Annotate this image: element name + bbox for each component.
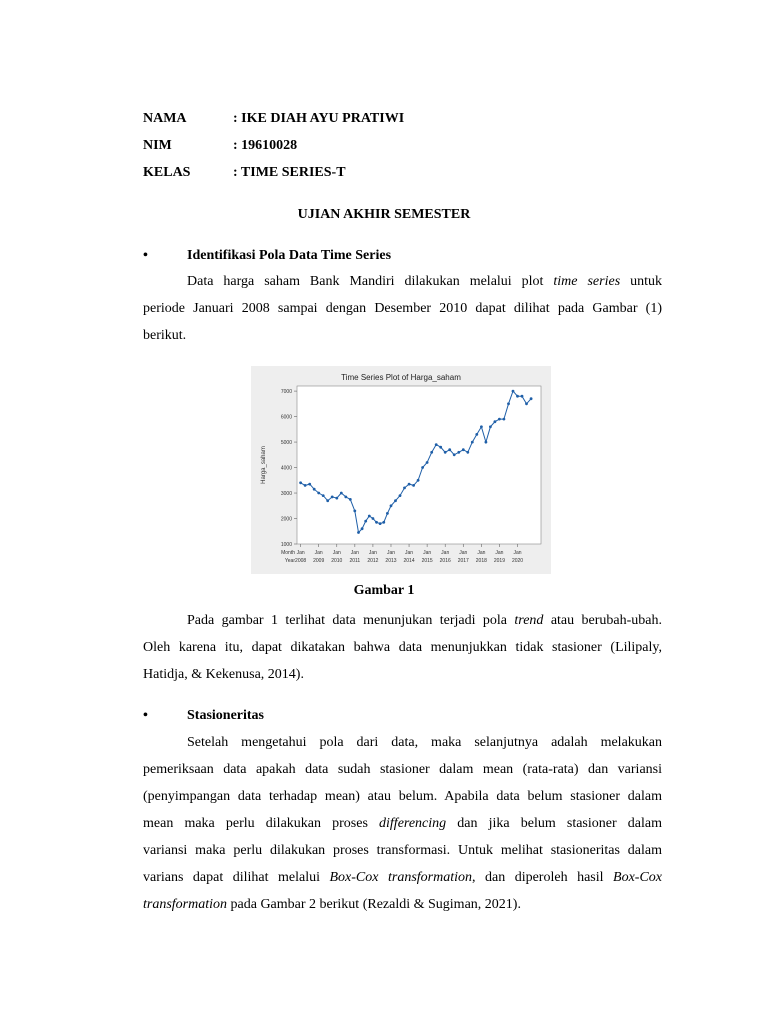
- x-tick-label-month: Jan: [423, 550, 432, 556]
- data-point: [322, 494, 325, 497]
- paragraph-line: periode Januari 2008 sampai dengan Desember 2010 dapat dilihat pada Gambar (1): [143, 301, 662, 316]
- data-point: [444, 451, 447, 454]
- data-point: [353, 510, 356, 513]
- paragraph-stasioneritas: [143, 729, 662, 918]
- data-point: [372, 517, 375, 520]
- data-point: [462, 448, 465, 451]
- data-point: [485, 441, 488, 444]
- y-tick-label: 7000: [280, 389, 292, 396]
- data-point: [457, 451, 460, 454]
- paragraph-line: transformation pada Gambar 2 berikut (Rezaldi & Sugiman, 2021).: [143, 897, 521, 912]
- document-title: UJIAN AKHIR SEMESTER: [297, 207, 471, 222]
- paragraph-line: varians dapat dilihat melalui Box-Cox transformation, dan diperoleh hasil Box-Cox: [143, 870, 662, 885]
- data-point: [430, 451, 433, 454]
- bullet-icon: •: [143, 248, 148, 263]
- x-tick-label-month: Jan: [477, 550, 486, 556]
- x-tick-label-year: 2010: [331, 558, 343, 564]
- x-tick-label-year: 2019: [493, 558, 505, 564]
- data-point: [403, 487, 406, 490]
- data-point: [317, 492, 320, 495]
- data-point: [386, 512, 389, 515]
- nim-value: : 19610028: [233, 138, 298, 153]
- x-tick-label-month: Jan: [513, 550, 522, 556]
- figure-caption: Gambar 1: [353, 583, 415, 598]
- data-point: [471, 441, 474, 444]
- data-point: [512, 390, 515, 393]
- data-point: [475, 433, 478, 436]
- data-point: [494, 420, 497, 423]
- x-tick-label-year: 2012: [367, 558, 379, 564]
- chart-title: Time Series Plot of Harga_saham: [341, 373, 461, 382]
- data-point: [340, 492, 343, 495]
- data-point: [417, 479, 420, 482]
- x-tick-label-year: 2008: [295, 558, 307, 564]
- x-tick-label-month: Jan: [441, 550, 450, 556]
- paragraph-line: mean maka perlu dilakukan proses differencing dan jika belum stasioner dalam: [143, 816, 662, 831]
- data-point: [364, 520, 367, 523]
- kelas-value: : TIME SERIES-T: [233, 165, 346, 180]
- y-tick-label: 4000: [280, 465, 292, 472]
- data-point: [308, 483, 311, 486]
- paragraph-line: berikut.: [143, 328, 187, 343]
- paragraph-identifikasi: [143, 268, 662, 349]
- x-tick-label-month: Jan: [314, 550, 323, 556]
- y-tick-label: 5000: [280, 440, 292, 447]
- data-point: [399, 494, 402, 497]
- paragraph-line: variansi maka perlu dilakukan proses transformasi. Untuk melihat stasioneritas dalam: [143, 843, 662, 858]
- data-point: [379, 522, 382, 525]
- x-tick-label-year: 2013: [385, 558, 397, 564]
- name-label: NAMA: [143, 111, 187, 126]
- plot-area: [297, 386, 541, 544]
- paragraph-line: Setelah mengetahui pola dari data, maka selanjutnya adalah melakukan: [187, 735, 662, 750]
- x-tick-label-year: 2017: [457, 558, 469, 564]
- paragraph-line: Pada gambar 1 terlihat data menunjukan terjadi pola trend atau berubah-ubah.: [187, 613, 662, 628]
- data-point: [382, 521, 385, 524]
- x-tick-label-year: 2011: [349, 558, 361, 564]
- data-point: [480, 425, 483, 428]
- x-axis-row-label-month: Month: [281, 550, 295, 556]
- name-value: : IKE DIAH AYU PRATIWI: [233, 111, 405, 126]
- y-tick-label: 6000: [280, 414, 292, 421]
- data-point: [421, 466, 424, 469]
- data-point: [335, 497, 338, 500]
- chart-svg: [251, 366, 551, 574]
- data-point: [375, 521, 378, 524]
- data-point: [489, 425, 492, 428]
- paragraph-line: Data harga saham Bank Mandiri dilakukan melalui plot time series untuk: [187, 274, 662, 289]
- data-point: [304, 484, 307, 487]
- x-axis-row-label-year: Year: [284, 558, 295, 564]
- x-tick-label-month: Jan: [332, 550, 341, 556]
- data-point: [357, 531, 360, 534]
- x-tick-label-month: Jan: [386, 550, 396, 556]
- data-point: [453, 453, 456, 456]
- paragraph-line: (penyimpangan data terhadap mean) atau belum. Apabila data belum stasioner dalam: [143, 789, 662, 804]
- x-tick-label-month: Jan: [459, 550, 468, 556]
- data-point: [507, 402, 510, 405]
- data-point: [525, 402, 528, 405]
- data-point: [326, 499, 329, 502]
- data-point: [368, 515, 371, 518]
- x-tick-label-month: Jan: [495, 550, 504, 556]
- x-tick-label-year: 2009: [313, 558, 325, 564]
- data-point: [344, 496, 347, 499]
- data-point: [412, 484, 415, 487]
- data-point: [349, 498, 352, 501]
- x-tick-label-month: Jan: [350, 550, 359, 556]
- data-point: [394, 499, 397, 502]
- data-point: [361, 527, 364, 530]
- data-point: [313, 488, 316, 491]
- paragraph-line: pemeriksaan data apakah data sudah stasioner dalam mean (rata-rata) dan variansi: [143, 762, 662, 777]
- bullet-icon: •: [143, 708, 148, 723]
- x-tick-label-year: 2018: [475, 558, 487, 564]
- x-tick-label-month: Jan: [296, 550, 305, 556]
- paragraph-trend: [143, 607, 662, 688]
- kelas-label: KELAS: [143, 165, 191, 180]
- data-point: [426, 461, 429, 464]
- data-point: [516, 395, 519, 398]
- data-point: [521, 395, 524, 398]
- x-tick-label-year: 2014: [403, 558, 415, 564]
- data-point: [503, 418, 506, 421]
- paragraph-line: Oleh karena itu, dapat dikatakan bahwa data menunjukkan tidak stasioner (Lilipaly,: [143, 640, 662, 655]
- paragraph-line: Hatidja, & Kekenusa, 2014).: [143, 667, 304, 682]
- data-point: [299, 481, 302, 484]
- section-heading-text: Identifikasi Pola Data Time Series: [187, 248, 392, 263]
- section-heading-text: Stasioneritas: [187, 708, 264, 723]
- y-tick-label: 1000: [280, 542, 292, 548]
- x-tick-label-month: Jan: [368, 550, 377, 556]
- nim-label: NIM: [143, 138, 172, 153]
- data-point: [390, 504, 393, 507]
- data-point: [530, 397, 533, 400]
- data-point: [331, 496, 334, 499]
- data-point: [498, 418, 501, 421]
- y-axis-label: Harga_saham: [261, 446, 267, 484]
- data-point: [448, 448, 451, 451]
- data-point: [408, 483, 411, 486]
- x-tick-label-month: Jan: [405, 550, 414, 556]
- y-tick-label: 2000: [280, 516, 292, 523]
- data-point: [466, 451, 469, 454]
- x-tick-label-year: 2020: [511, 558, 524, 564]
- time-series-chart: [251, 366, 551, 574]
- y-tick-label: 3000: [280, 491, 292, 498]
- x-tick-label-year: 2015: [421, 558, 433, 564]
- x-tick-label-year: 2016: [439, 558, 451, 564]
- data-point: [435, 443, 438, 446]
- data-point: [439, 446, 442, 449]
